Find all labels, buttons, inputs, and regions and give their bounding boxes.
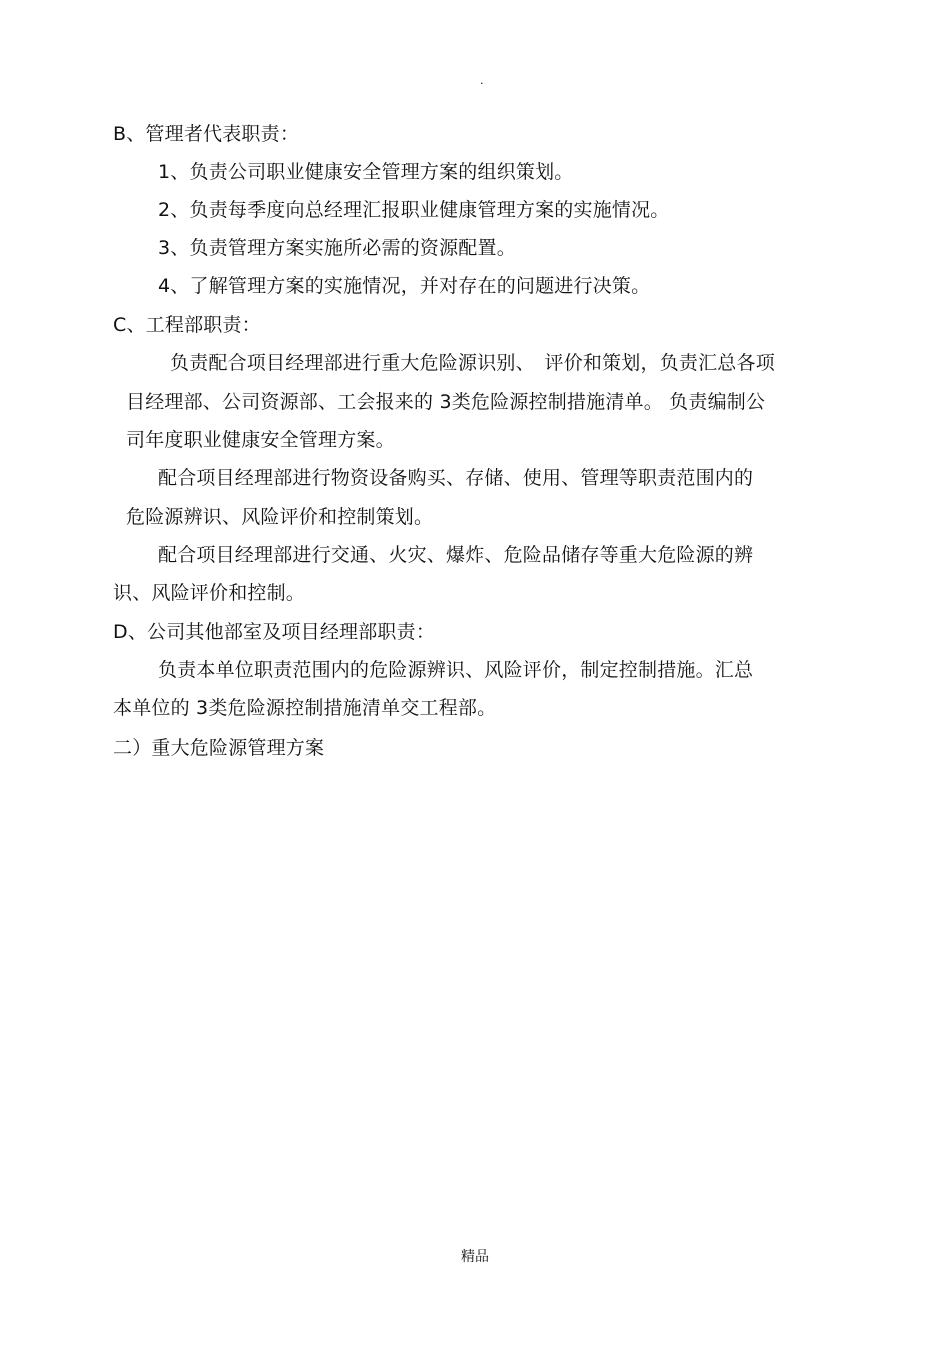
section-c-para1-line2: 目经理部、公司资源部、工会报来的 3类危险源控制措施清单。 负责编制公 (126, 391, 766, 413)
section-c-heading: C、工程部职责： (113, 314, 261, 336)
section-d-para1-line2: 本单位的 3类危险源控制措施清单交工程部。 (113, 697, 497, 719)
header-dot: . (480, 74, 484, 87)
section-b-item-2: 2、负责每季度向总经理汇报职业健康管理方案的实施情况。 (158, 199, 670, 221)
section-c-para2-line2: 危险源辨识、风险评价和控制策划。 (126, 506, 434, 528)
section-c-para1-line3: 司年度职业健康安全管理方案。 (126, 429, 395, 451)
section-b-item-4: 4、了解管理方案的实施情况，并对存在的问题进行决策。 (158, 275, 651, 297)
section-d-para1-line1: 负责本单位职责范围内的危险源辨识、风险评价，制定控制措施。汇总 (158, 659, 754, 681)
section-c-para3-line1: 配合项目经理部进行交通、火灾、爆炸、危险品储存等重大危险源的辨 (158, 544, 754, 566)
footer-label: 精品 (461, 1249, 489, 1265)
section-2-heading: 二）重大危险源管理方案 (113, 737, 325, 759)
section-c-para2-line1: 配合项目经理部进行物资设备购买、存储、使用、管理等职责范围内的 (158, 467, 754, 489)
section-b-item-3: 3、负责管理方案实施所必需的资源配置。 (158, 237, 516, 259)
section-b-item-1: 1、负责公司职业健康安全管理方案的组织策划。 (158, 161, 574, 183)
section-d-heading: D、公司其他部室及项目经理部职责： (113, 621, 436, 643)
section-c-para3-line2: 识、风险评价和控制。 (113, 582, 306, 604)
section-c-para1-line1: 负责配合项目经理部进行重大危险源识别、 评价和策划，负责汇总各项 (170, 352, 775, 374)
section-b-heading: B、管理者代表职责： (113, 123, 300, 145)
